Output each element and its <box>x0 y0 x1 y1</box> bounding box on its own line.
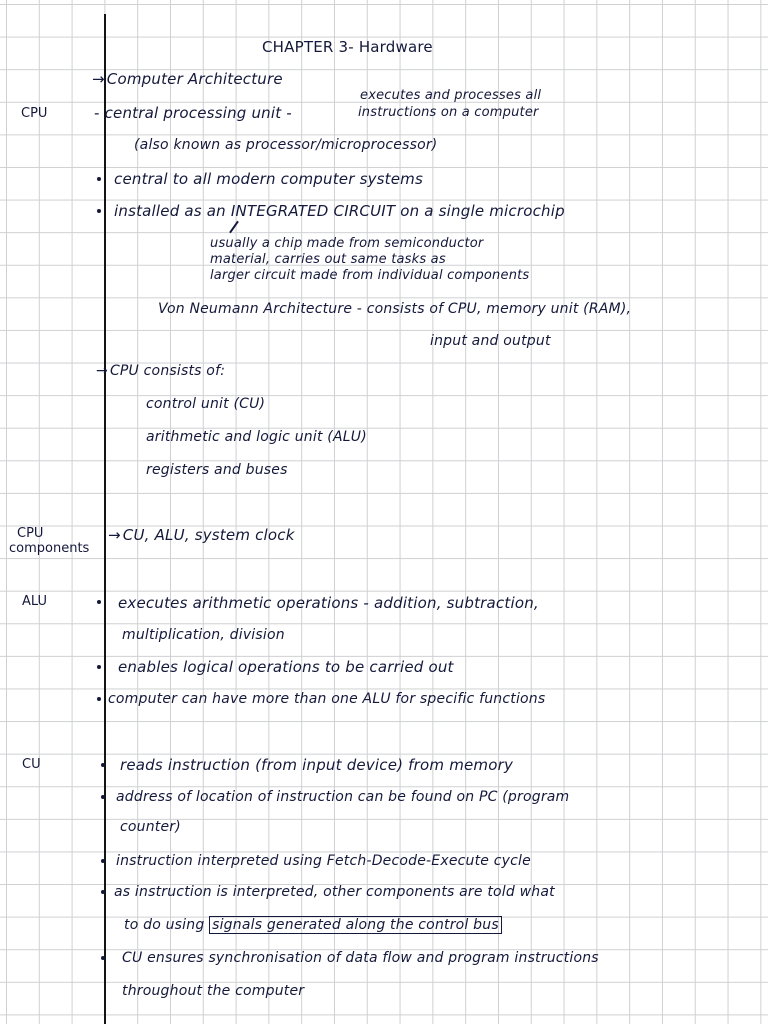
von-neumann-2: input and output <box>430 333 551 349</box>
bullet-icon <box>97 177 101 181</box>
cu-bullet-4b-text: to do using <box>124 917 205 933</box>
page-title: CHAPTER 3- Hardware <box>262 38 433 56</box>
cpu-components <box>108 526 295 544</box>
section-heading <box>92 70 283 88</box>
bullet-icon <box>101 956 105 960</box>
cu-bullet-5a: CU ensures synchronisation of data flow and program instructions <box>122 950 599 966</box>
ic-note-2: material, carries out same tasks as <box>210 252 446 267</box>
arrow-right-icon: → <box>96 363 108 379</box>
von-neumann-1: Von Neumann Architecture - consists of CPU, memory unit (RAM), <box>158 301 632 317</box>
section-heading-text: Computer Architecture <box>106 70 283 88</box>
cu-bullet-3: instruction interpreted using Fetch-Decode-Execute cycle <box>116 853 531 869</box>
cu-bullet-2a: address of location of instruction can be found on PC (program <box>116 789 570 805</box>
cu-bullet-4a: as instruction is interpreted, other components are told what <box>114 884 555 900</box>
bullet-icon <box>101 890 105 894</box>
bullet-icon <box>97 665 101 669</box>
alu-bullet-3: computer can have more than one ALU for specific functions <box>108 691 546 707</box>
cpu-definition: - central processing unit - <box>94 104 292 122</box>
cu-bullet-1: reads instruction (from input device) from memory <box>120 756 514 774</box>
cpu-bullet-1: central to all modern computer systems <box>114 170 424 188</box>
cu-bullet-4b <box>124 916 502 934</box>
bullet-icon <box>97 697 101 701</box>
alu-bullet-2: enables logical operations to be carried out <box>118 658 454 676</box>
cu-bullet-2b: counter) <box>120 819 181 835</box>
margin-label-cu: CU <box>22 757 41 772</box>
margin-line <box>104 14 106 1024</box>
cpu-consists-item-3: registers and buses <box>146 462 288 478</box>
bullet-icon <box>97 600 101 604</box>
cpu-consists-item-1: control unit (CU) <box>146 396 266 412</box>
cpu-consists-item-2: arithmetic and logic unit (ALU) <box>146 429 367 445</box>
margin-label-cpu-components-1: CPU <box>17 526 44 541</box>
cpu-consists-heading-text: CPU consists of: <box>109 363 226 379</box>
cpu-definition-note-1: executes and processes all <box>360 88 542 103</box>
cpu-bullet-2: installed as an INTEGRATED CIRCUIT on a single microchip <box>114 202 565 220</box>
alu-bullet-1a: executes arithmetic operations - addition, subtraction, <box>118 594 539 612</box>
alu-bullet-1b: multiplication, division <box>122 627 285 643</box>
annotation-tick <box>229 221 239 234</box>
cu-bullet-5b: throughout the computer <box>122 983 305 999</box>
bullet-icon <box>101 763 105 767</box>
bullet-icon <box>101 859 105 863</box>
cpu-components-text: CU, ALU, system clock <box>122 526 295 544</box>
margin-label-cpu-components-2: components <box>9 541 90 556</box>
ic-note-1: usually a chip made from semiconductor <box>210 236 484 251</box>
cpu-definition-note-2: instructions on a computer <box>358 105 539 120</box>
bullet-icon <box>101 795 105 799</box>
cpu-consists-heading <box>96 362 225 380</box>
ic-note-3: larger circuit made from individual components <box>210 268 530 283</box>
bullet-icon <box>97 209 101 213</box>
margin-label-alu: ALU <box>22 594 48 609</box>
cu-bullet-4b-boxed: signals generated along the control bus <box>209 916 502 934</box>
arrow-right-icon: → <box>92 70 105 88</box>
arrow-right-icon: → <box>108 526 121 544</box>
margin-label-cpu: CPU <box>21 106 48 121</box>
cpu-aka: (also known as processor/microprocessor) <box>134 137 438 153</box>
